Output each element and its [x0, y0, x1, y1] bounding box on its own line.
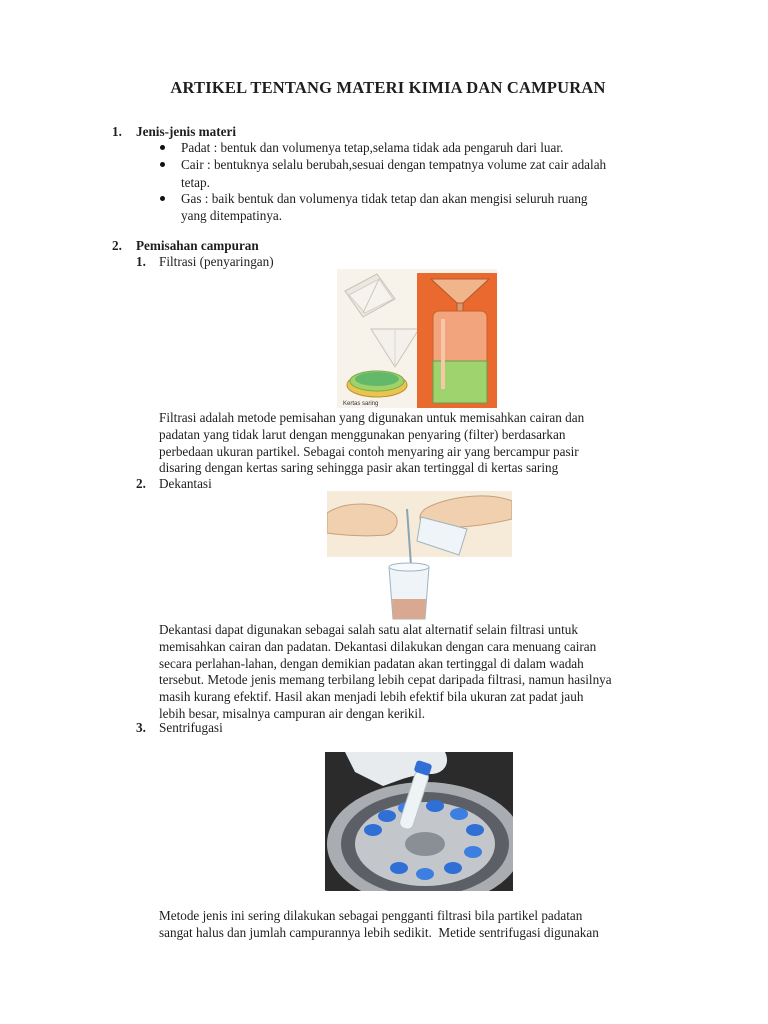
section-1-heading: Jenis-jenis materi — [136, 124, 236, 139]
item-1-number: 1. — [136, 254, 146, 269]
bullet-gas-line-2: yang ditempatinya. — [181, 208, 283, 223]
dekantasi-paragraph-line-1: Dekantasi dapat digunakan sebagai salah satu alat alternatif selain filtrasi untuk — [159, 622, 578, 637]
bullet-padat-line-1: Padat : bentuk dan volumenya tetap,selama tidak ada pengaruh dari luar. — [181, 140, 564, 155]
page-title: ARTIKEL TENTANG MATERI KIMIA DAN CAMPURAN — [170, 78, 606, 97]
item-3-number: 3. — [136, 720, 146, 735]
dekantasi-paragraph-line-5: masih kurang efektif. Hasil akan menjadi lebih efektif bila ukuran zat padat jauh — [159, 689, 584, 705]
item-2-label: Dekantasi — [159, 476, 212, 491]
filtrasi-paragraph-line-1: Filtrasi adalah metode pemisahan yang digunakan untuk memisahkan cairan dan — [159, 410, 585, 425]
filtration-image — [337, 269, 497, 408]
filtrasi-paragraph-line-2: padatan yang tidak larut dengan menggunakan penyaring (filter) berdasarkan — [159, 426, 566, 442]
sentrifugasi-paragraph-line-1: Metode jenis ini sering dilakukan sebagai pengganti filtrasi bila partikel padatan — [159, 908, 583, 923]
item-3-label: Sentrifugasi — [159, 720, 223, 735]
filtrasi-paragraph-line-3: perbedaan ukuran partikel. Sebagai contoh menyaring air yang bercampur pasir — [159, 443, 579, 459]
centrifuge-image — [325, 752, 513, 891]
bullet-gas-line-1: Gas : baik bentuk dan volumenya tidak tetap dan akan mengisi seluruh ruang — [181, 191, 588, 206]
bullet-icon — [160, 145, 165, 150]
section-1-number: 1. — [112, 124, 122, 139]
filtrasi-paragraph-line-4: disaring dengan kertas saring sehingga pasir akan tertinggal di kertas saring — [159, 460, 559, 476]
section-2-heading: Pemisahan campuran — [136, 238, 259, 253]
sentrifugasi-paragraph-line-2: sangat halus dan jumlah campurannya lebih sedikit. Metide sentrifugasi digunakan — [159, 924, 599, 940]
bullet-icon — [160, 196, 165, 201]
filter-paper-caption: Kertas saring — [343, 401, 379, 407]
dekantasi-paragraph-line-4: tersebut. Metode jenis memang terbilang lebih cepat daripada filtrasi, namun hasilnya — [159, 672, 612, 688]
item-2-number: 2. — [136, 476, 146, 491]
item-1-label: Filtrasi (penyaringan) — [159, 254, 274, 269]
bullet-icon — [160, 162, 165, 167]
bullet-cair-line-1: Cair : bentuknya selalu berubah,sesuai dengan tempatnya volume zat cair adalah — [181, 157, 607, 172]
section-2-number: 2. — [112, 238, 122, 253]
bullet-cair-line-2: tetap. — [181, 175, 210, 190]
dekantasi-paragraph-line-3: secara perlahan-lahan, dengan demikian padatan akan tertinggal di dalam wadah — [159, 655, 584, 671]
dekantasi-paragraph-line-2: memisahkan cairan dan padatan. Dekantasi dilakukan dengan cara menuang cairan — [159, 638, 597, 654]
dekantasi-paragraph-line-6: lebih besar, misalnya campuran air dengan kerikil. — [159, 705, 426, 721]
decantation-image — [327, 489, 512, 623]
